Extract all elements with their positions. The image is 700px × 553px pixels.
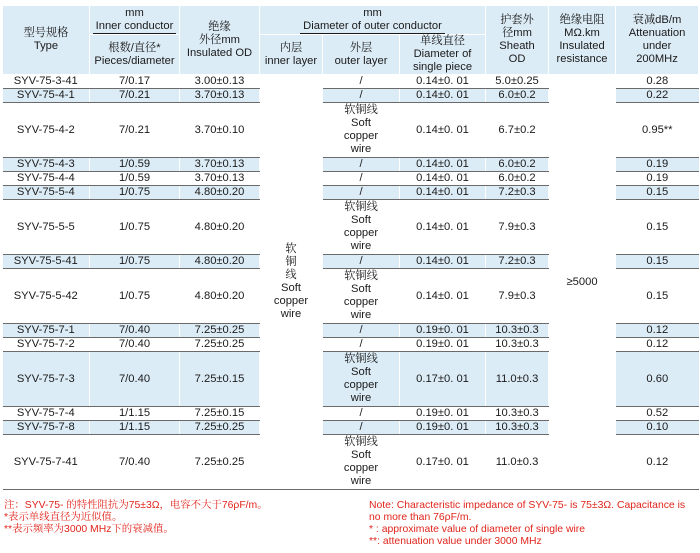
cell-single-diameter: 0.14±0. 01 — [400, 172, 486, 186]
cell-insulated-od: 4.80±0.20 — [180, 269, 260, 324]
cell-attenuation: 0.52 — [616, 407, 699, 421]
table-row — [3, 75, 699, 89]
cell-type: SYV-75-7-1 — [3, 324, 90, 338]
note-line: Note: Characteristic impedance of SYV-75- is 75±3Ω. Capacitance is no more than 76ρF/m. — [369, 500, 688, 523]
cell-sheath-od: 10.3±0.3 — [486, 338, 549, 352]
cell-outer-inner-layer: 软 铜 线 Soft copper wire — [260, 75, 323, 490]
cell-insulated-od: 4.80±0.20 — [180, 186, 260, 200]
cell-type: SYV-75-4-3 — [3, 158, 90, 172]
cell-outer-outer-layer: / — [323, 407, 400, 421]
cell-insulated-od: 7.25±0.25 — [180, 421, 260, 435]
cell-attenuation: 0.15 — [616, 186, 699, 200]
cell-insulated-od: 7.25±0.25 — [180, 338, 260, 352]
cell-outer-outer-layer: / — [323, 158, 400, 172]
cell-outer-outer-layer: / — [323, 255, 400, 269]
header-single-piece-diameter: 单线直径 Diameter of single piece — [400, 35, 486, 75]
cell-single-diameter: 0.14±0. 01 — [400, 89, 486, 103]
cell-single-diameter: 0.14±0. 01 — [400, 103, 486, 158]
cell-single-diameter: 0.14±0. 01 — [400, 269, 486, 324]
cell-single-diameter: 0.14±0. 01 — [400, 158, 486, 172]
cell-attenuation: 0.28 — [616, 75, 699, 89]
cell-inner-conductor: 7/0.40 — [90, 352, 180, 407]
header-outer-inner-layer: 内层 inner layer — [260, 35, 323, 75]
cell-outer-outer-layer: / — [323, 172, 400, 186]
cell-type: SYV-75-7-2 — [3, 338, 90, 352]
table-body — [3, 75, 699, 490]
cell-inner-conductor: 1/1.15 — [90, 407, 180, 421]
header-insulation-resistance: 绝缘电阻 MΩ.km Insulated resistance — [549, 6, 616, 75]
cell-attenuation: 0.15 — [616, 269, 699, 324]
cell-inner-conductor: 1/1.15 — [90, 421, 180, 435]
cell-outer-outer-layer: 软铜线 Soft copper wire — [323, 435, 400, 490]
header-outer-outer-layer: 外层 outer layer — [323, 35, 400, 75]
cell-single-diameter: 0.17±0. 01 — [400, 352, 486, 407]
cell-outer-outer-layer: / — [323, 324, 400, 338]
cell-sheath-od: 10.3±0.3 — [486, 421, 549, 435]
cell-inner-conductor: 7/0.21 — [90, 89, 180, 103]
cell-type: SYV-75-4-1 — [3, 89, 90, 103]
cell-attenuation: 0.60 — [616, 352, 699, 407]
cell-sheath-od: 10.3±0.3 — [486, 324, 549, 338]
cell-insulated-od: 7.25±0.25 — [180, 435, 260, 490]
cell-outer-outer-layer: / — [323, 75, 400, 89]
cell-single-diameter: 0.14±0. 01 — [400, 200, 486, 255]
cell-sheath-od: 10.3±0.3 — [486, 407, 549, 421]
cell-sheath-od: 6.0±0.2 — [486, 172, 549, 186]
cell-inner-conductor: 7/0.40 — [90, 324, 180, 338]
header-outer-conductor: mm Diameter of outer conductor — [260, 6, 486, 35]
cell-outer-outer-layer: / — [323, 338, 400, 352]
cell-type: SYV-75-5-42 — [3, 269, 90, 324]
cell-attenuation: 0.12 — [616, 435, 699, 490]
cell-type: SYV-75-7-8 — [3, 421, 90, 435]
cell-type: SYV-75-7-41 — [3, 435, 90, 490]
cell-sheath-od: 7.2±0.3 — [486, 255, 549, 269]
cell-insulated-od: 7.25±0.15 — [180, 352, 260, 407]
cell-inner-conductor: 1/0.75 — [90, 255, 180, 269]
header-insulated-od: 绝缘 外径mm Insulated OD — [180, 6, 260, 75]
cell-type: SYV-75-4-2 — [3, 103, 90, 158]
cell-inner-conductor: 7/0.40 — [90, 435, 180, 490]
cell-outer-outer-layer: 软铜线 Soft copper wire — [323, 103, 400, 158]
cell-sheath-od: 11.0±0.3 — [486, 352, 549, 407]
header-type: 型号规格 Type — [3, 6, 90, 75]
spec-table — [2, 5, 699, 490]
cell-type: SYV-75-5-4 — [3, 186, 90, 200]
cell-insulated-od: 3.70±0.10 — [180, 103, 260, 158]
note-line: **表示频率为3000 MHz下的衰减值。 — [4, 524, 174, 535]
cell-inner-conductor: 7/0.40 — [90, 338, 180, 352]
cell-inner-conductor: 1/0.59 — [90, 158, 180, 172]
cell-attenuation: 0.19 — [616, 158, 699, 172]
cell-attenuation: 0.19 — [616, 172, 699, 186]
cell-sheath-od: 6.0±0.2 — [486, 89, 549, 103]
cell-type: SYV-75-7-3 — [3, 352, 90, 407]
cell-sheath-od: 7.9±0.3 — [486, 200, 549, 255]
note-line: **: attenuation value under 3000 MHz — [369, 536, 542, 547]
cell-single-diameter: 0.19±0. 01 — [400, 324, 486, 338]
cell-sheath-od: 7.2±0.3 — [486, 186, 549, 200]
cell-attenuation: 0.12 — [616, 324, 699, 338]
cell-sheath-od: 11.0±0.3 — [486, 435, 549, 490]
cell-inner-conductor: 7/0.17 — [90, 75, 180, 89]
cell-inner-conductor: 1/0.59 — [90, 172, 180, 186]
header-attenuation: 衰减dB/m Attenuation under 200MHz — [616, 6, 699, 75]
cell-type: SYV-75-7-4 — [3, 407, 90, 421]
note-line: * : approximate value of diameter of single wire — [369, 524, 586, 535]
note-line: 注：SYV-75- 的特性阻抗为75±3Ω，电容不大于76ρF/m。 — [4, 500, 268, 511]
cell-single-diameter: 0.19±0. 01 — [400, 421, 486, 435]
cell-outer-outer-layer: 软铜线 Soft copper wire — [323, 269, 400, 324]
cell-attenuation: 0.95** — [616, 103, 699, 158]
cell-insulated-od: 3.00±0.13 — [180, 75, 260, 89]
cell-single-diameter: 0.14±0. 01 — [400, 75, 486, 89]
cell-insulated-od: 3.70±0.13 — [180, 172, 260, 186]
cell-inner-conductor: 1/0.75 — [90, 269, 180, 324]
cell-type: SYV-75-5-5 — [3, 200, 90, 255]
cell-inner-conductor: 1/0.75 — [90, 186, 180, 200]
cell-single-diameter: 0.19±0. 01 — [400, 407, 486, 421]
cell-outer-outer-layer: 软铜线 Soft copper wire — [323, 352, 400, 407]
notes-english — [369, 500, 699, 548]
note-line: *表示单线直径为近似值。 — [4, 512, 123, 523]
cell-attenuation: 0.15 — [616, 200, 699, 255]
cell-sheath-od: 6.0±0.2 — [486, 158, 549, 172]
cell-single-diameter: 0.17±0. 01 — [400, 435, 486, 490]
cell-outer-outer-layer: / — [323, 186, 400, 200]
cell-sheath-od: 6.7±0.2 — [486, 103, 549, 158]
cell-type: SYV-75-5-41 — [3, 255, 90, 269]
cell-sheath-od: 5.0±0.25 — [486, 75, 549, 89]
cell-outer-outer-layer: / — [323, 89, 400, 103]
cell-outer-outer-layer: / — [323, 421, 400, 435]
header-sheath-od: 护套外 径mm Sheath OD — [486, 6, 549, 75]
cell-insulated-od: 4.80±0.20 — [180, 200, 260, 255]
cell-inner-conductor: 7/0.21 — [90, 103, 180, 158]
cell-insulated-od: 7.25±0.25 — [180, 324, 260, 338]
cell-single-diameter: 0.14±0. 01 — [400, 255, 486, 269]
header-pieces-diameter: 根数/直径* Pieces/diameter — [90, 35, 180, 75]
cell-insulated-od: 3.70±0.13 — [180, 158, 260, 172]
cell-attenuation: 0.10 — [616, 421, 699, 435]
cell-sheath-od: 7.9±0.3 — [486, 269, 549, 324]
cell-outer-outer-layer: 软铜线 Soft copper wire — [323, 200, 400, 255]
cell-attenuation: 0.15 — [616, 255, 699, 269]
cell-insulation-resistance: ≥5000 — [549, 75, 616, 490]
table-header — [3, 6, 699, 75]
cell-single-diameter: 0.19±0. 01 — [400, 338, 486, 352]
header-inner-conductor: mm Inner conductor — [90, 6, 180, 35]
cell-type: SYV-75-4-4 — [3, 172, 90, 186]
notes-chinese — [4, 500, 334, 536]
cell-attenuation: 0.22 — [616, 89, 699, 103]
cell-insulated-od: 4.80±0.20 — [180, 255, 260, 269]
cell-type: SYV-75-3-41 — [3, 75, 90, 89]
cell-attenuation: 0.12 — [616, 338, 699, 352]
cell-insulated-od: 7.25±0.15 — [180, 407, 260, 421]
cell-single-diameter: 0.14±0. 01 — [400, 186, 486, 200]
cell-inner-conductor: 1/0.75 — [90, 200, 180, 255]
cell-insulated-od: 3.70±0.13 — [180, 89, 260, 103]
